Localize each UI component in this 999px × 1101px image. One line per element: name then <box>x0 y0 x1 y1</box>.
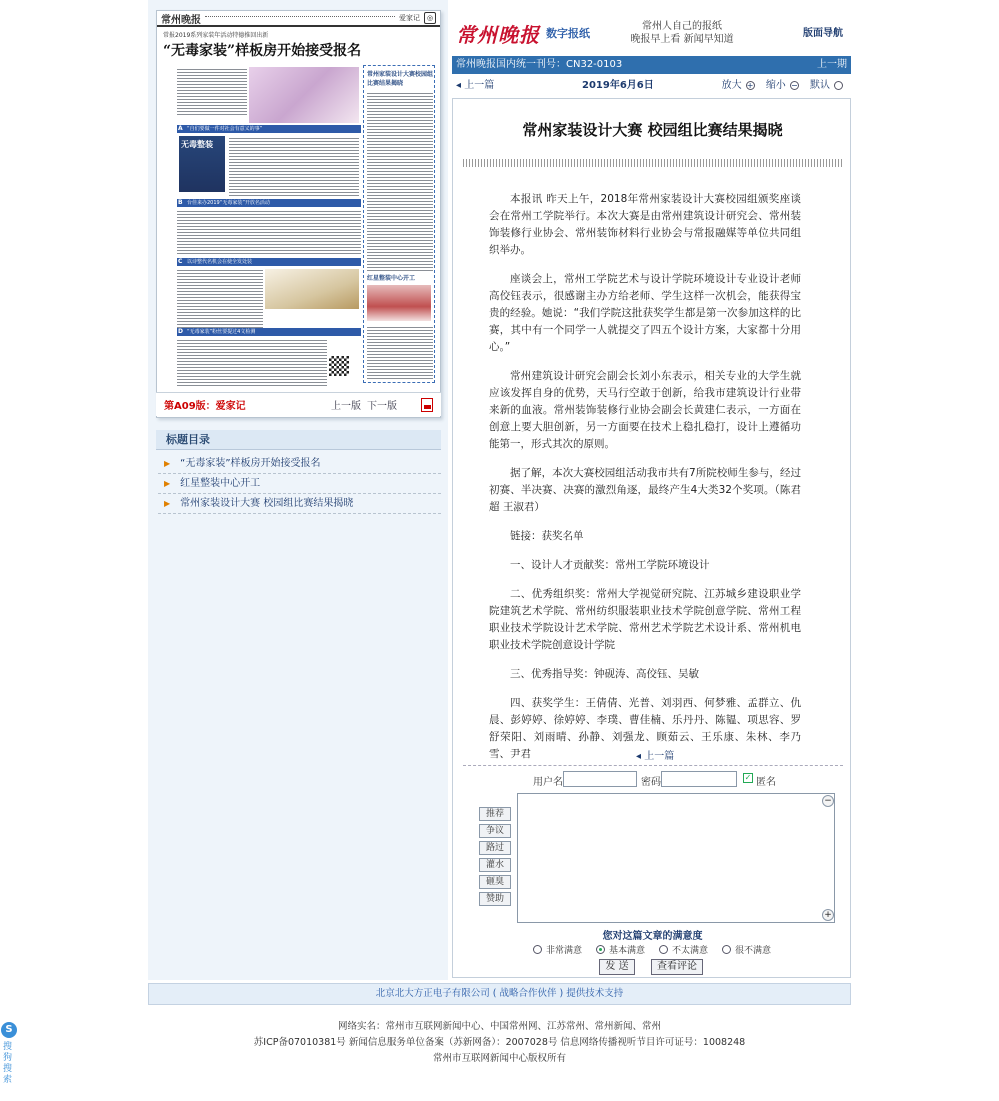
page-label: 第A09版：爱家记 <box>164 401 246 412</box>
page-nav-link[interactable]: 版面导航 <box>803 28 843 39</box>
article-paragraph: 常州建筑设计研究会副会长刘小东表示，相关专业的大学生就应该发挥自身的优势，天马行空敢于创新，给我市建筑设计行业带来新的血液。常州装饰装修行业协会副会长黄建仁表示，一方面在创意上要大胆创新，另一方面要在技术上稳扎稳打，设计上遵循功能第一，形式其次的原则。 <box>489 370 801 450</box>
issue-date: 2019年6月6日 <box>582 80 654 91</box>
title-divider <box>463 159 843 167</box>
article-body <box>489 191 801 775</box>
newspaper-bar-d: D “无毒家装”粉丝要提过4文检测 <box>177 328 361 336</box>
password-input[interactable] <box>661 771 737 787</box>
option-not-satisfied[interactable]: 不太满意 <box>659 943 708 956</box>
left-panel <box>148 0 448 980</box>
prev-article-link[interactable]: ◂ 上一篇 <box>456 80 495 91</box>
zoom-in-button[interactable]: 放大 + <box>721 80 754 91</box>
event-photo <box>367 285 431 321</box>
radio-icon <box>722 945 731 954</box>
option-very-unsatisfied[interactable]: 很不满意 <box>722 943 771 956</box>
product-photo <box>265 269 359 309</box>
dispute-button[interactable]: 争议 <box>479 824 511 838</box>
slogan: 常州人自己的报纸 晚报早上看 新闻早知道 <box>630 21 734 45</box>
footer-line: 苏ICP备07010381号 新闻信息服务单位备案（苏新网备）：2007028号 信息网络传播视听节目许可证号：1008248 <box>253 1037 746 1048</box>
footer-copyright: 常州市互联网新闻中心版权所有 <box>432 1053 566 1064</box>
article-title: 常州家装设计大赛 校园组比赛结果揭晓 <box>522 121 783 139</box>
scroll-down-icon[interactable]: + <box>822 909 834 921</box>
newspaper-bar-c: C 以诗整代名机会在使全发处装 <box>177 258 361 266</box>
radio-icon <box>659 945 668 954</box>
plus-icon: + <box>746 80 754 90</box>
article-paragraph: 三、优秀指导奖：钟砚涛、高佼钰、吴敏 <box>510 668 699 680</box>
arrow-icon: ▶ <box>164 459 171 468</box>
arrow-icon: ▶ <box>164 479 171 488</box>
footer-line: 网络实名：常州市互联网新闻中心、中国常州网、江苏常州、常州新闻、常州 <box>337 1021 661 1032</box>
password-label: 密码 <box>641 777 661 788</box>
boo-button[interactable]: 砸臭 <box>479 875 511 889</box>
article-paragraph: 链接：获奖名单 <box>510 530 584 542</box>
comment-textarea[interactable] <box>517 793 835 923</box>
header-dots <box>205 16 395 20</box>
newspaper-masthead: 常州晚报 <box>161 14 201 26</box>
anonymous-label: 匿名 <box>756 777 776 788</box>
recommend-button[interactable]: 推荐 <box>479 807 511 821</box>
section-icon: ◎ <box>424 12 436 24</box>
article-paragraph: 四、获奖学生：王倩倩、光普、刘羽西、何梦雅、孟群立、仇晨、彭婷婷、徐婷婷、李璞、曹佳楠、乐丹丹、陈韫、项思容、罗舒荣阳、刘雨晴、孙静、刘强龙、顾茹云、王乐康、朱林、李乃雪、尹君 <box>489 697 801 760</box>
pdf-icon[interactable] <box>421 398 433 412</box>
newspaper-text-block <box>177 268 263 330</box>
radio-selected-icon <box>596 945 605 954</box>
scroll-up-icon[interactable]: − <box>822 795 834 807</box>
option-satisfied[interactable]: 基本满意 <box>596 943 645 956</box>
toc-title: 标题目录 <box>156 430 441 450</box>
sogou-icon: S <box>1 1022 17 1038</box>
prev-page-link[interactable]: 上一版 <box>331 401 361 412</box>
newspaper-text-block <box>177 338 327 388</box>
newspaper-header <box>157 11 440 27</box>
bottom-prev-article-link[interactable]: ◂ 上一篇 <box>636 751 675 762</box>
username-label: 用户名 <box>533 777 563 788</box>
username-input[interactable] <box>563 771 637 787</box>
spam-button[interactable]: 灌水 <box>479 858 511 872</box>
article-nav-row <box>452 76 851 96</box>
dashed-divider <box>463 765 843 766</box>
newspaper-kicker: 常报2019系列家装年活动特德推回出新 <box>163 32 269 39</box>
anonymous-checkbox[interactable]: ✓ <box>744 773 752 782</box>
sogou-search-widget[interactable] <box>0 1022 18 1101</box>
option-very-satisfied[interactable]: 非常满意 <box>533 943 582 956</box>
newspaper-text-block <box>177 67 247 117</box>
newspaper-sidebar2-title: 红星整装中心开工 <box>367 275 416 282</box>
newspaper-bar-b: B 台佳来办2019“无毒家装”开放名活动 <box>177 199 361 207</box>
newspaper-text-block <box>229 136 359 196</box>
radio-icon <box>533 945 542 954</box>
page-footer-bar <box>156 392 441 416</box>
previous-issue-link[interactable]: 上一期 <box>817 59 847 70</box>
newspaper-photo <box>249 67 359 123</box>
comment-form <box>453 769 852 979</box>
sogou-search-label: 搜 狗 搜 索 <box>3 1042 13 1085</box>
article-paragraph: 本报讯 昨天上午，2018年常州家装设计大赛校园组颁奖座谈会在常州工学院举行。本次大赛是由常州建筑设计研究会、常州装饰装修行业协会、常州装饰材料行业协会与常报融媒等单位共同组织举办。 <box>489 193 801 256</box>
issue-number: 常州晚报国内统一刊号：CN32-0103 <box>456 59 623 70</box>
newspaper-text-block <box>177 209 361 255</box>
article-container <box>452 98 851 978</box>
satisfaction-title: 您对这篇文章的满意度 <box>602 931 703 942</box>
submit-button[interactable]: 发 送 <box>599 959 635 975</box>
article-paragraph: 一、设计人才贡献奖：常州工学院环境设计 <box>510 559 710 571</box>
newspaper-text-block <box>367 91 433 271</box>
site-logo[interactable]: 常州晚报 <box>456 22 540 47</box>
zoom-controls <box>714 76 843 96</box>
toc-item[interactable]: ▶ 红星整装中心开工 <box>158 474 441 494</box>
minus-icon: − <box>790 80 798 90</box>
newspaper-headline[interactable]: “无毒家装”样板房开始接受报名 <box>163 43 362 59</box>
newspaper-sidebar-title: 常州家装设计大赛校园组比赛结果揭晓 <box>367 71 434 87</box>
circle-icon <box>834 81 843 90</box>
toc-item[interactable]: ▶ “无毒家装”样板房开始接受报名 <box>158 454 441 474</box>
newspaper-bar-a: A “自们要做一件对社会有意义的事” <box>177 125 361 133</box>
satisfaction-options <box>533 943 771 956</box>
logo-subtitle: 数字报纸 <box>546 27 590 40</box>
arrow-icon: ▶ <box>164 499 171 508</box>
newspaper-section: 爱家记 <box>399 14 420 22</box>
article-paragraph: 二、优秀组织奖：常州大学视觉研究院、江苏城乡建设职业学院建筑艺术学院、常州纺织服装职业技术学院创意学院、常州工程职业技术学院设计艺术学院、常州艺术学院艺术设计系、常州机电职业技术学院创意设计学院 <box>489 588 801 651</box>
next-page-link[interactable]: 下一版 <box>367 401 397 412</box>
zoom-default-button[interactable]: 默认 <box>806 80 843 91</box>
promo-label: 无毒整装 <box>181 140 213 149</box>
pass-by-button[interactable]: 路过 <box>479 841 511 855</box>
zoom-out-button[interactable]: 缩小 − <box>765 80 798 91</box>
tech-support-bar: 北京北大方正电子有限公司 ( 战略合作伙伴 ) 提供技术支持 <box>148 983 851 1005</box>
view-comments-button[interactable]: 查看评论 <box>651 959 703 975</box>
top-banner <box>452 12 851 54</box>
newspaper-page-thumbnail[interactable] <box>156 10 441 418</box>
newspaper-text-block <box>367 325 433 379</box>
article-paragraph: 据了解，本次大赛校园组活动我市共有7所院校师生参与，经过初赛、半决赛、决赛的激烈角逐，最终产生4大类32个奖项。（陈君超 王淑君） <box>489 467 801 513</box>
issue-bar <box>452 56 851 74</box>
toc-item[interactable]: ▶ 常州家装设计大赛 校园组比赛结果揭晓 <box>158 494 441 514</box>
sponsor-button[interactable]: 赞助 <box>479 892 511 906</box>
qr-code <box>329 356 349 376</box>
article-paragraph: 座谈会上，常州工学院艺术与设计学院环境设计专业设计老师高佼钰表示，很感谢主办方给老师、学生这样一次机会，能获得宝贵的经验。她说：“我们学院这批获奖学生都是第一次参加这样的比赛，其中有一个同学一人就提交了四五个设计方案，大家都十分用心。” <box>489 273 801 353</box>
